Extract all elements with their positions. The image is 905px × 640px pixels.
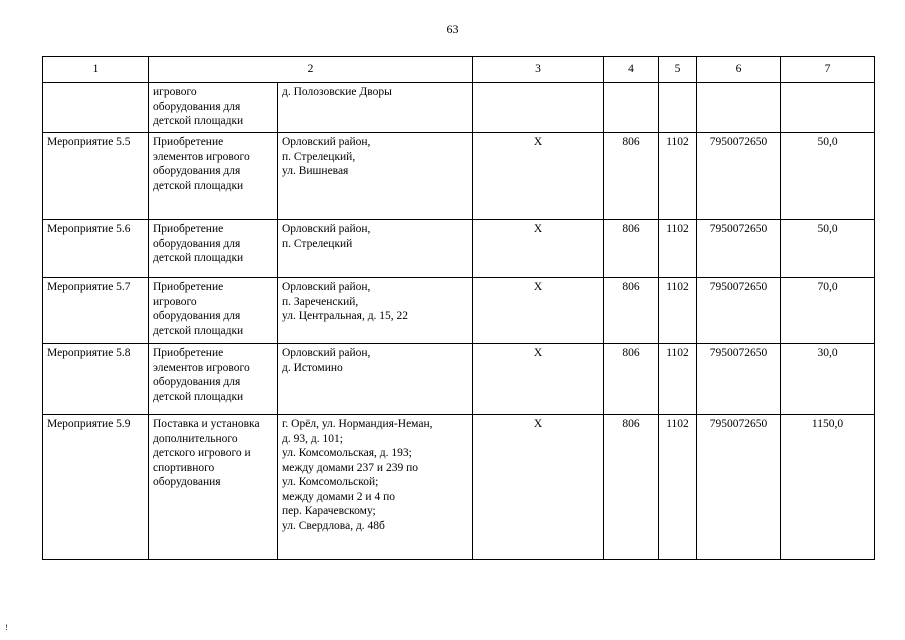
header-cell-4: 4: [604, 57, 659, 83]
location-cell: д. Полозовские Дворы: [278, 83, 473, 133]
col5-cell: 1102: [659, 220, 697, 278]
col7-cell: 1150,0: [781, 415, 875, 560]
item-cell: Приобретение оборудования для детской площадки: [149, 220, 278, 278]
col3-cell: Х: [473, 415, 604, 560]
event-cell: Мероприятие 5.7: [43, 278, 149, 344]
col7-cell: 30,0: [781, 344, 875, 415]
scan-edge-mark: !: [5, 623, 8, 632]
col7-cell: 50,0: [781, 220, 875, 278]
col4-cell: 806: [604, 133, 659, 220]
col5-cell: 1102: [659, 415, 697, 560]
location-cell: Орловский район, п. Стрелецкий: [278, 220, 473, 278]
header-cell-1: 1: [43, 57, 149, 83]
col7-cell: [781, 83, 875, 133]
col6-cell: 7950072650: [697, 415, 781, 560]
col6-cell: 7950072650: [697, 220, 781, 278]
col6-cell: 7950072650: [697, 278, 781, 344]
table-row: [43, 220, 875, 278]
item-cell: Приобретение игрового оборудования для детской площадки: [149, 278, 278, 344]
item-cell: Приобретение элементов игрового оборудования для детской площадки: [149, 133, 278, 220]
event-cell: Мероприятие 5.9: [43, 415, 149, 560]
header-cell-6: 6: [697, 57, 781, 83]
location-cell: Орловский район, п. Стрелецкий, ул. Вишневая: [278, 133, 473, 220]
budget-table: [42, 56, 875, 560]
table-row: [43, 344, 875, 415]
event-cell: Мероприятие 5.6: [43, 220, 149, 278]
header-cell-3: 3: [473, 57, 604, 83]
col5-cell: [659, 83, 697, 133]
col3-cell: Х: [473, 220, 604, 278]
item-cell: Поставка и установка дополнительного детского игрового и спортивного оборудования: [149, 415, 278, 560]
col5-cell: 1102: [659, 344, 697, 415]
location-cell: г. Орёл, ул. Нормандия-Неман, д. 93, д. 101; ул. Комсомольская, д. 193; между домами 237 и 239 по ул. Комсомольской; между домами 2 и 4 по пер. Карачевскому; ул. Свердлова, д. 48б: [278, 415, 473, 560]
page-number: 63: [446, 22, 459, 36]
table-row: [43, 83, 875, 133]
col6-cell: 7950072650: [697, 344, 781, 415]
header-cell-7: 7: [781, 57, 875, 83]
item-cell: Приобретение элементов игрового оборудования для детской площадки: [149, 344, 278, 415]
col6-cell: 7950072650: [697, 133, 781, 220]
header-cell-2: 2: [149, 57, 473, 83]
item-cell: игрового оборудования для детской площадки: [149, 83, 278, 133]
col3-cell: Х: [473, 344, 604, 415]
col4-cell: 806: [604, 278, 659, 344]
col4-cell: 806: [604, 344, 659, 415]
event-cell: [43, 83, 149, 133]
col3-cell: Х: [473, 278, 604, 344]
col7-cell: 50,0: [781, 133, 875, 220]
col3-cell: Х: [473, 133, 604, 220]
col4-cell: 806: [604, 220, 659, 278]
table-row: [43, 133, 875, 220]
table-row: [43, 278, 875, 344]
event-cell: Мероприятие 5.5: [43, 133, 149, 220]
col7-cell: 70,0: [781, 278, 875, 344]
event-cell: Мероприятие 5.8: [43, 344, 149, 415]
col4-cell: 806: [604, 415, 659, 560]
col4-cell: [604, 83, 659, 133]
col5-cell: 1102: [659, 133, 697, 220]
table-header-row: [43, 57, 875, 83]
header-cell-5: 5: [659, 57, 697, 83]
col3-cell: [473, 83, 604, 133]
location-cell: Орловский район, п. Зареченский, ул. Центральная, д. 15, 22: [278, 278, 473, 344]
col5-cell: 1102: [659, 278, 697, 344]
table-row: [43, 415, 875, 560]
location-cell: Орловский район, д. Истомино: [278, 344, 473, 415]
col6-cell: [697, 83, 781, 133]
